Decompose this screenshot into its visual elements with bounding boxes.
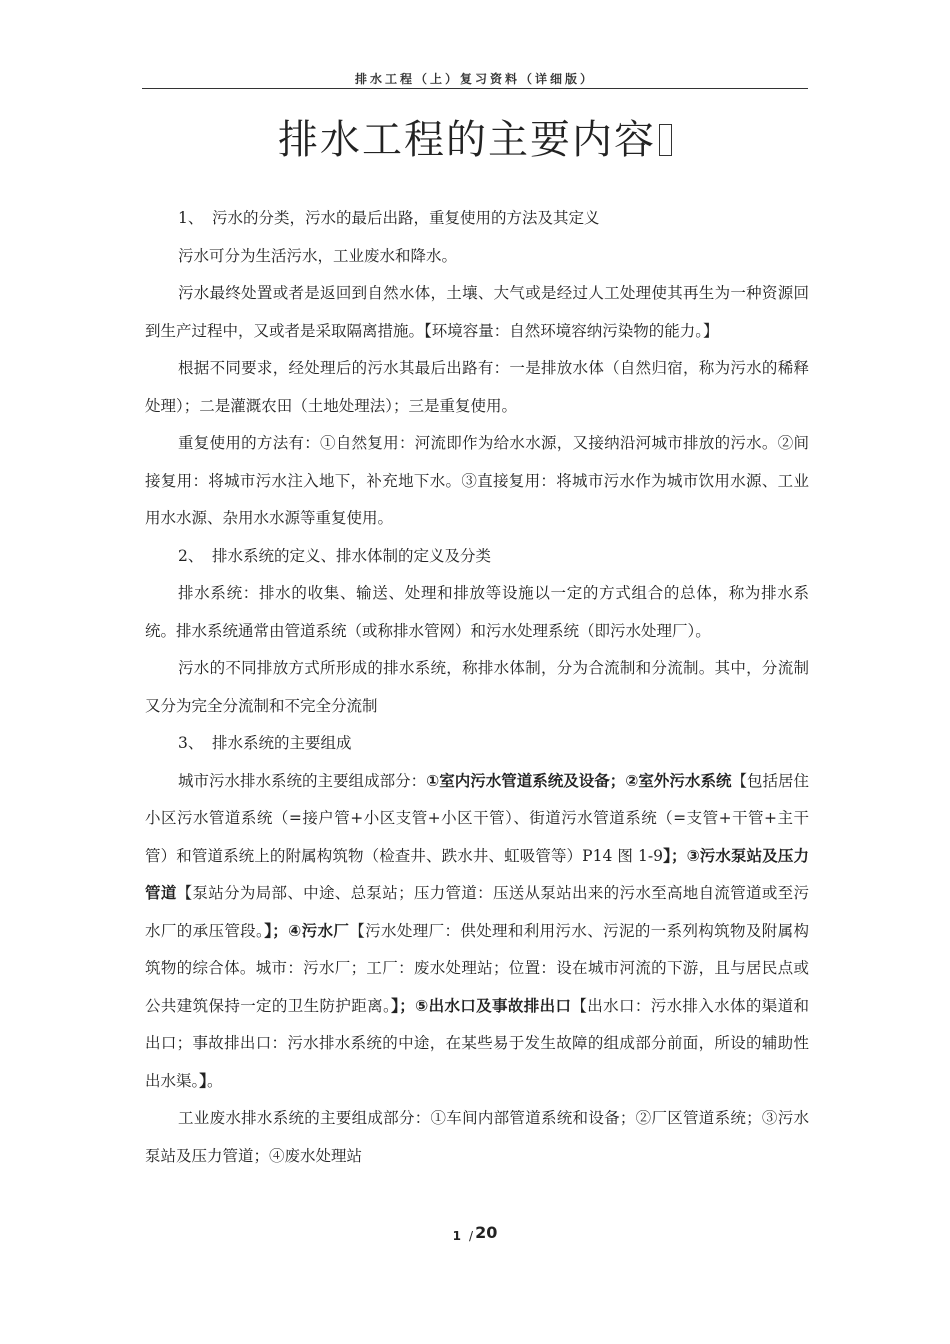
page-number xyxy=(0,1223,950,1244)
text-run: 【污水处理厂：供处理和利用污水、污泥的一系列构筑物及附属构筑物的综合体。城市：污水厂；工厂：废水处理站；位置：设在城市河流的下游，且与居民点或公共建筑保持一定的卫生防护距离。 xyxy=(145,921,809,1015)
bold-run: 】；④污水厂 xyxy=(264,921,350,940)
section-heading-2 xyxy=(145,538,809,576)
bold-run: 】；⑤出水口及事故排出口 xyxy=(391,996,572,1015)
paragraph: 重复使用的方法有：①自然复用：河流即作为给水水源，又接纳沿河城市排放的污水。②间接复用：将城市污水注入地下，补充地下水。③直接复用：将城市污水作为城市饮用水源、工业用水水源、杂用水水源等重复使用。 xyxy=(145,434,809,527)
bold-run: ①室内污水管道系统及设备；②室外污水系统 xyxy=(426,771,732,790)
section-number: 1、 xyxy=(178,209,204,227)
text-run: 【泵站分为局部、中途、总泵站；压力管道：压送从泵站出来的污水至高地自流管道或至污水厂的承压管段。 xyxy=(145,884,809,940)
paragraph-components xyxy=(145,763,809,1101)
paragraph: 污水可分为生活污水，工业废水和降水。 xyxy=(178,246,458,265)
paragraph: 污水最终处置或者是返回到自然水体，土壤、大气或是经过人工处理使其再生为一种资源回到生产过程中，又或者是采取隔离措施。【环境容量：自然环境容纳污染物的能力。】 xyxy=(145,284,809,340)
section-number: 3、 xyxy=(178,734,204,752)
section-heading-text: 排水系统的定义、排水体制的定义及分类 xyxy=(212,546,492,565)
page-separator: / xyxy=(469,1229,474,1243)
paragraph: 排水系统：排水的收集、输送、处理和排放等设施以一定的方式组合的总体，称为排水系统。排水系统通常由管道系统（或称排水管网）和污水处理系统（即污水处理厂）。 xyxy=(145,584,809,640)
bold-run: 】 xyxy=(199,1071,208,1090)
header-rule xyxy=(142,88,808,89)
section-number: 2、 xyxy=(178,546,204,565)
section-heading-text: 排水系统的主要组成 xyxy=(212,734,352,752)
document-body xyxy=(145,200,809,1175)
section-heading-3 xyxy=(145,725,809,763)
text-run: 。 xyxy=(207,1071,223,1090)
paragraph: 工业废水排水系统的主要组成部分：①车间内部管道系统和设备；②厂区管道系统；③污水泵站及压力管道；④废水处理站 xyxy=(145,1109,809,1165)
text-run: 【出水口：污水排入水体的渠道和出口；事故排出口：污水排水系统的中途，在某些易于发生故障的组成部分前面，所设的辅助性出水渠。 xyxy=(145,996,809,1090)
current-page: 1 xyxy=(452,1229,462,1243)
text-run: 【包括居住小区污水管道系统（=接户管+小区支管+小区干管）、街道污水管道系统（=支管+干管+主干管）和管道系统上的附属构筑物（检查井、跌水井、虹吸管等）P14 图 1-9 xyxy=(145,771,809,865)
text-run: 城市污水排水系统的主要组成部分： xyxy=(178,771,427,790)
paragraph: 污水的不同排放方式所形成的排水系统，称排水体制，分为合流制和分流制。其中，分流制又分为完全分流制和不完全分流制 xyxy=(145,659,809,715)
page-title xyxy=(142,108,808,165)
missing-glyph-icon xyxy=(659,124,672,156)
total-pages: 20 xyxy=(475,1223,498,1242)
bold-run: 】；③污水泵站及压力管道 xyxy=(145,846,809,902)
page-title-text: 排水工程的主要内容 xyxy=(278,117,656,163)
paragraph: 根据不同要求，经处理后的污水其最后出路有：一是排放水体（自然归宿，称为污水的稀释处理）；二是灌溉农田（土地处理法）；三是重复使用。 xyxy=(145,359,809,415)
section-heading-text: 污水的分类，污水的最后出路，重复使用的方法及其定义 xyxy=(212,209,600,227)
section-heading-1 xyxy=(145,200,809,238)
running-header: 排水工程（上）复习资料（详细版） xyxy=(354,72,595,86)
